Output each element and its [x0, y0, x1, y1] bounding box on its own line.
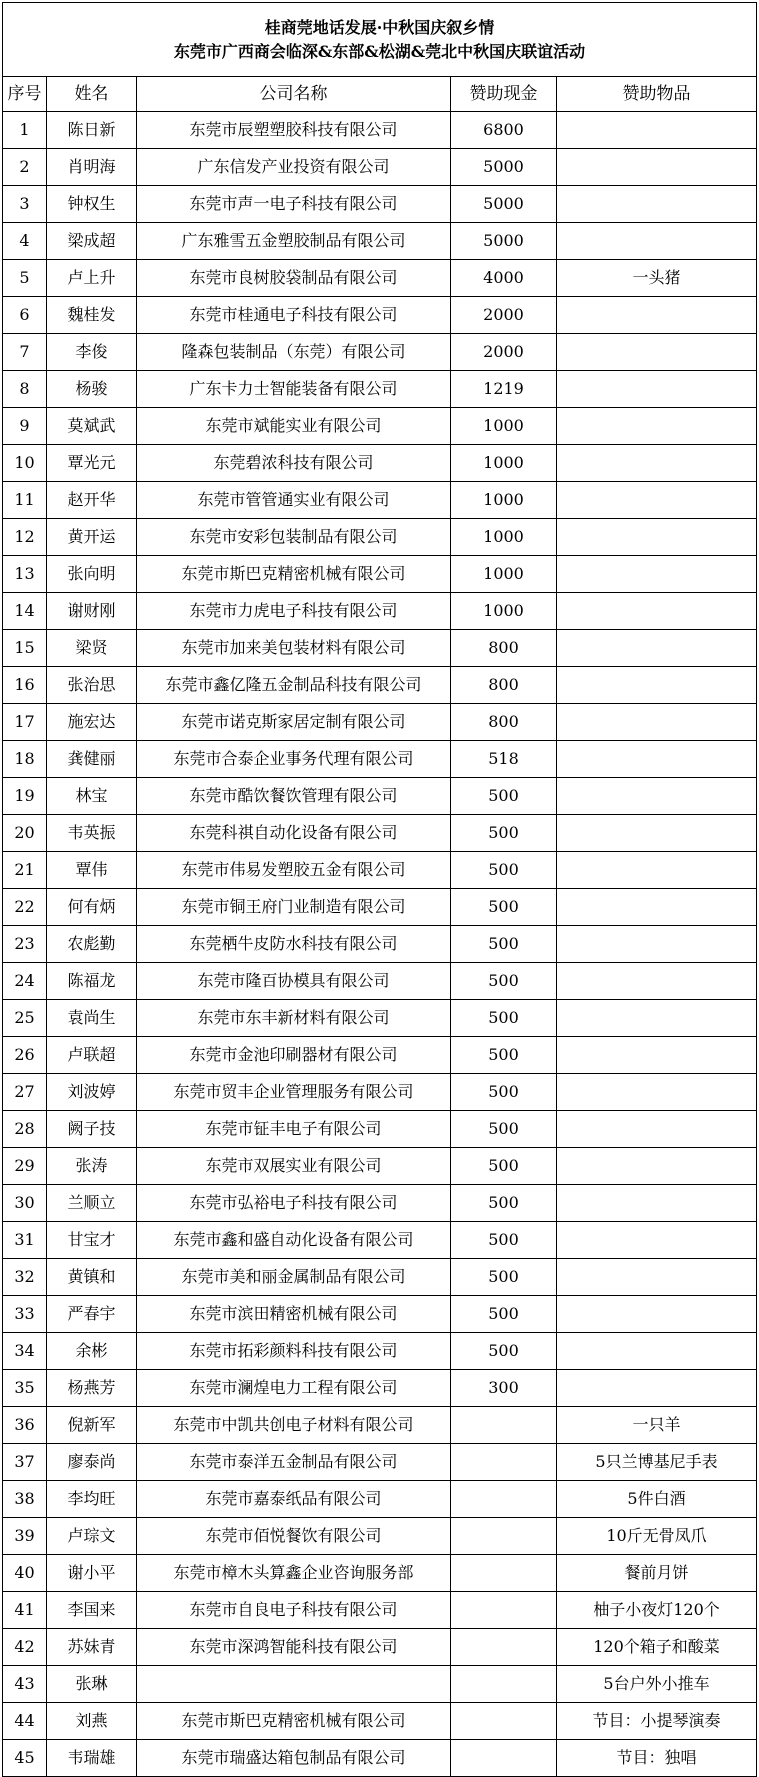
- cell-goods: [557, 815, 757, 852]
- cell-goods: [557, 852, 757, 889]
- cell-cash: 500: [451, 889, 557, 926]
- cell-name: 杨骏: [47, 371, 137, 408]
- cell-company: 东莞市斯巴克精密机械有限公司: [137, 1703, 451, 1740]
- header-name: 姓名: [47, 77, 137, 112]
- cell-name: 林宝: [47, 778, 137, 815]
- cell-company: 东莞市泰洋五金制品有限公司: [137, 1444, 451, 1481]
- cell-name: 刘波婷: [47, 1074, 137, 1111]
- table-row: [3, 889, 757, 926]
- cell-no: 5: [3, 260, 47, 297]
- cell-goods: [557, 889, 757, 926]
- cell-cash: 4000: [451, 260, 557, 297]
- cell-cash: [451, 1666, 557, 1703]
- table-row: [3, 482, 757, 519]
- cell-name: 梁成超: [47, 223, 137, 260]
- cell-company: 东莞市贸丰企业管理服务有限公司: [137, 1074, 451, 1111]
- cell-no: 43: [3, 1666, 47, 1703]
- cell-no: 19: [3, 778, 47, 815]
- table-row: [3, 1740, 757, 1777]
- cell-goods: [557, 963, 757, 1000]
- table-row: [3, 1296, 757, 1333]
- cell-goods: [557, 593, 757, 630]
- cell-no: 22: [3, 889, 47, 926]
- cell-no: 40: [3, 1555, 47, 1592]
- table-row: [3, 1555, 757, 1592]
- cell-no: 8: [3, 371, 47, 408]
- cell-goods: 5只兰博基尼手表: [557, 1444, 757, 1481]
- cell-goods: [557, 1000, 757, 1037]
- cell-company: 东莞市钲丰电子有限公司: [137, 1111, 451, 1148]
- cell-cash: [451, 1629, 557, 1666]
- cell-cash: 500: [451, 1259, 557, 1296]
- title-row: [3, 3, 757, 77]
- cell-cash: 1000: [451, 519, 557, 556]
- cell-goods: 柚子小夜灯120个: [557, 1592, 757, 1629]
- table-row: [3, 1074, 757, 1111]
- table-row: [3, 149, 757, 186]
- cell-no: 45: [3, 1740, 47, 1777]
- table-row: [3, 704, 757, 741]
- table-row: [3, 408, 757, 445]
- table-row: [3, 1259, 757, 1296]
- cell-company: 东莞碧浓科技有限公司: [137, 445, 451, 482]
- cell-company: 东莞市中凯共创电子材料有限公司: [137, 1407, 451, 1444]
- cell-company: 东莞科祺自动化设备有限公司: [137, 815, 451, 852]
- cell-name: 张涛: [47, 1148, 137, 1185]
- cell-goods: [557, 519, 757, 556]
- cell-company: 东莞市良树胶袋制品有限公司: [137, 260, 451, 297]
- cell-cash: 500: [451, 1222, 557, 1259]
- table-row: [3, 223, 757, 260]
- cell-name: 陈日新: [47, 112, 137, 149]
- header-row: [3, 77, 757, 112]
- cell-cash: 300: [451, 1370, 557, 1407]
- table-row: [3, 186, 757, 223]
- cell-name: 严春宇: [47, 1296, 137, 1333]
- cell-name: 张治思: [47, 667, 137, 704]
- cell-name: 杨燕芳: [47, 1370, 137, 1407]
- cell-cash: 500: [451, 963, 557, 1000]
- cell-company: 东莞市铜王府门业制造有限公司: [137, 889, 451, 926]
- cell-no: 6: [3, 297, 47, 334]
- cell-name: 余彬: [47, 1333, 137, 1370]
- cell-name: 魏桂发: [47, 297, 137, 334]
- cell-goods: 节目：小提琴演奏: [557, 1703, 757, 1740]
- table-row: [3, 112, 757, 149]
- cell-name: 谢小平: [47, 1555, 137, 1592]
- table-row: [3, 630, 757, 667]
- cell-company: 东莞市隆百协模具有限公司: [137, 963, 451, 1000]
- cell-name: 施宏达: [47, 704, 137, 741]
- cell-goods: [557, 926, 757, 963]
- cell-cash: [451, 1740, 557, 1777]
- cell-goods: [557, 741, 757, 778]
- sponsor-table: [2, 2, 757, 1777]
- cell-cash: 500: [451, 1185, 557, 1222]
- cell-name: 阙子技: [47, 1111, 137, 1148]
- cell-no: 42: [3, 1629, 47, 1666]
- table-row: [3, 1148, 757, 1185]
- table-row: [3, 926, 757, 963]
- cell-goods: [557, 1333, 757, 1370]
- cell-goods: [557, 445, 757, 482]
- title-line-1: 桂商莞地话发展·中秋国庆叙乡情: [264, 17, 495, 37]
- cell-cash: 500: [451, 1037, 557, 1074]
- cell-cash: 500: [451, 1111, 557, 1148]
- cell-cash: 1000: [451, 445, 557, 482]
- cell-no: 17: [3, 704, 47, 741]
- cell-cash: 1219: [451, 371, 557, 408]
- table-row: [3, 334, 757, 371]
- table-row: [3, 593, 757, 630]
- cell-company: 广东卡力士智能装备有限公司: [137, 371, 451, 408]
- cell-cash: 800: [451, 630, 557, 667]
- cell-goods: [557, 1370, 757, 1407]
- cell-name: 李俊: [47, 334, 137, 371]
- table-row: [3, 1666, 757, 1703]
- cell-name: 黄开运: [47, 519, 137, 556]
- cell-goods: [557, 1111, 757, 1148]
- cell-name: 李国来: [47, 1592, 137, 1629]
- cell-cash: [451, 1481, 557, 1518]
- cell-company: 东莞市深鸿智能科技有限公司: [137, 1629, 451, 1666]
- cell-no: 21: [3, 852, 47, 889]
- cell-cash: [451, 1407, 557, 1444]
- cell-name: 甘宝才: [47, 1222, 137, 1259]
- cell-name: 袁尚生: [47, 1000, 137, 1037]
- cell-company: 东莞市酷饮餐饮管理有限公司: [137, 778, 451, 815]
- cell-goods: [557, 630, 757, 667]
- cell-cash: 800: [451, 667, 557, 704]
- cell-company: 东莞栖牛皮防水科技有限公司: [137, 926, 451, 963]
- cell-company: 东莞市滨田精密机械有限公司: [137, 1296, 451, 1333]
- cell-cash: 500: [451, 852, 557, 889]
- cell-name: 刘燕: [47, 1703, 137, 1740]
- table-row: [3, 1037, 757, 1074]
- cell-no: 39: [3, 1518, 47, 1555]
- table-row: [3, 519, 757, 556]
- table-row: [3, 1407, 757, 1444]
- cell-company: 东莞市安彩包装制品有限公司: [137, 519, 451, 556]
- table-row: [3, 297, 757, 334]
- cell-company: 东莞市诺克斯家居定制有限公司: [137, 704, 451, 741]
- cell-goods: [557, 1222, 757, 1259]
- cell-cash: 500: [451, 815, 557, 852]
- cell-cash: 1000: [451, 593, 557, 630]
- cell-no: 41: [3, 1592, 47, 1629]
- cell-name: 卢上升: [47, 260, 137, 297]
- cell-no: 1: [3, 112, 47, 149]
- cell-cash: 800: [451, 704, 557, 741]
- cell-name: 何有炳: [47, 889, 137, 926]
- cell-cash: [451, 1444, 557, 1481]
- table-row: [3, 1629, 757, 1666]
- cell-cash: 1000: [451, 482, 557, 519]
- cell-cash: 500: [451, 1296, 557, 1333]
- cell-company: 东莞市美和丽金属制品有限公司: [137, 1259, 451, 1296]
- header-goods: 赞助物品: [557, 77, 757, 112]
- cell-cash: 500: [451, 778, 557, 815]
- cell-no: 38: [3, 1481, 47, 1518]
- cell-cash: [451, 1555, 557, 1592]
- cell-goods: [557, 408, 757, 445]
- cell-cash: 6800: [451, 112, 557, 149]
- table-row: [3, 1185, 757, 1222]
- cell-goods: [557, 334, 757, 371]
- cell-name: 廖泰尚: [47, 1444, 137, 1481]
- cell-company: 东莞市瑞盛达箱包制品有限公司: [137, 1740, 451, 1777]
- cell-no: 11: [3, 482, 47, 519]
- cell-name: 张琳: [47, 1666, 137, 1703]
- cell-no: 36: [3, 1407, 47, 1444]
- table-row: [3, 852, 757, 889]
- cell-goods: 5件白酒: [557, 1481, 757, 1518]
- table-row: [3, 1111, 757, 1148]
- cell-no: 4: [3, 223, 47, 260]
- cell-no: 3: [3, 186, 47, 223]
- cell-cash: 500: [451, 926, 557, 963]
- table-row: [3, 1333, 757, 1370]
- table-row: [3, 1703, 757, 1740]
- cell-cash: 2000: [451, 334, 557, 371]
- cell-company: 东莞市斌能实业有限公司: [137, 408, 451, 445]
- cell-company: 东莞市佰悦餐饮有限公司: [137, 1518, 451, 1555]
- cell-goods: [557, 1037, 757, 1074]
- cell-company: 东莞市桂通电子科技有限公司: [137, 297, 451, 334]
- cell-goods: [557, 1148, 757, 1185]
- table-row: [3, 1000, 757, 1037]
- cell-name: 谢财刚: [47, 593, 137, 630]
- cell-no: 20: [3, 815, 47, 852]
- cell-goods: [557, 297, 757, 334]
- table-row: [3, 1592, 757, 1629]
- cell-name: 赵开华: [47, 482, 137, 519]
- cell-company: 广东雅雪五金塑胶制品有限公司: [137, 223, 451, 260]
- cell-no: 32: [3, 1259, 47, 1296]
- cell-name: 韦英振: [47, 815, 137, 852]
- table-row: [3, 260, 757, 297]
- cell-name: 兰顺立: [47, 1185, 137, 1222]
- cell-company: 东莞市东丰新材料有限公司: [137, 1000, 451, 1037]
- table-row: [3, 1222, 757, 1259]
- cell-goods: [557, 1259, 757, 1296]
- cell-cash: 500: [451, 1333, 557, 1370]
- cell-company: 隆森包装制品（东莞）有限公司: [137, 334, 451, 371]
- cell-name: 肖明海: [47, 149, 137, 186]
- table-row: [3, 778, 757, 815]
- cell-cash: 5000: [451, 149, 557, 186]
- cell-no: 16: [3, 667, 47, 704]
- cell-no: 29: [3, 1148, 47, 1185]
- cell-company: 东莞市合泰企业事务代理有限公司: [137, 741, 451, 778]
- cell-name: 黄镇和: [47, 1259, 137, 1296]
- cell-no: 14: [3, 593, 47, 630]
- cell-name: 陈福龙: [47, 963, 137, 1000]
- cell-no: 34: [3, 1333, 47, 1370]
- cell-name: 张向明: [47, 556, 137, 593]
- cell-cash: 500: [451, 1074, 557, 1111]
- cell-no: 26: [3, 1037, 47, 1074]
- cell-company: 东莞市力虎电子科技有限公司: [137, 593, 451, 630]
- cell-no: 28: [3, 1111, 47, 1148]
- table-row: [3, 556, 757, 593]
- cell-goods: [557, 223, 757, 260]
- cell-company: 东莞市自良电子科技有限公司: [137, 1592, 451, 1629]
- cell-name: 覃光元: [47, 445, 137, 482]
- cell-no: 7: [3, 334, 47, 371]
- cell-company: 东莞市弘裕电子科技有限公司: [137, 1185, 451, 1222]
- cell-company: 广东信发产业投资有限公司: [137, 149, 451, 186]
- cell-no: 33: [3, 1296, 47, 1333]
- cell-company: 东莞市拓彩颜料科技有限公司: [137, 1333, 451, 1370]
- cell-goods: [557, 371, 757, 408]
- cell-company: 东莞市嘉泰纸品有限公司: [137, 1481, 451, 1518]
- cell-cash: 5000: [451, 186, 557, 223]
- cell-name: 卢琮文: [47, 1518, 137, 1555]
- cell-no: 13: [3, 556, 47, 593]
- cell-name: 莫斌武: [47, 408, 137, 445]
- cell-company: 东莞市双展实业有限公司: [137, 1148, 451, 1185]
- cell-goods: 餐前月饼: [557, 1555, 757, 1592]
- cell-cash: [451, 1703, 557, 1740]
- cell-name: 李均旺: [47, 1481, 137, 1518]
- table-row: [3, 445, 757, 482]
- cell-goods: 节目：独唱: [557, 1740, 757, 1777]
- cell-cash: [451, 1518, 557, 1555]
- cell-name: 倪新军: [47, 1407, 137, 1444]
- cell-company: 东莞市鑫和盛自动化设备有限公司: [137, 1222, 451, 1259]
- cell-goods: [557, 482, 757, 519]
- cell-no: 23: [3, 926, 47, 963]
- cell-cash: 2000: [451, 297, 557, 334]
- cell-company: 东莞市伟易发塑胶五金有限公司: [137, 852, 451, 889]
- cell-name: 农彪勤: [47, 926, 137, 963]
- cell-name: 覃伟: [47, 852, 137, 889]
- cell-company: 东莞市斯巴克精密机械有限公司: [137, 556, 451, 593]
- header-cash: 赞助现金: [451, 77, 557, 112]
- cell-cash: [451, 1592, 557, 1629]
- table-row: [3, 1481, 757, 1518]
- cell-goods: [557, 704, 757, 741]
- table-row: [3, 741, 757, 778]
- cell-goods: 10斤无骨凤爪: [557, 1518, 757, 1555]
- cell-company: 东莞市管管通实业有限公司: [137, 482, 451, 519]
- table-row: [3, 963, 757, 1000]
- table-row: [3, 1370, 757, 1407]
- cell-company: 东莞市樟木头算鑫企业咨询服务部: [137, 1555, 451, 1592]
- cell-cash: 500: [451, 1000, 557, 1037]
- cell-cash: 1000: [451, 408, 557, 445]
- cell-goods: [557, 778, 757, 815]
- cell-goods: 一只羊: [557, 1407, 757, 1444]
- cell-company: 东莞市声一电子科技有限公司: [137, 186, 451, 223]
- sheet-title: [3, 3, 757, 77]
- cell-company: [137, 1666, 451, 1703]
- cell-no: 9: [3, 408, 47, 445]
- sponsor-sheet: [2, 2, 756, 1768]
- cell-goods: [557, 112, 757, 149]
- cell-cash: 1000: [451, 556, 557, 593]
- cell-goods: [557, 1296, 757, 1333]
- cell-company: 东莞市金池印刷器材有限公司: [137, 1037, 451, 1074]
- header-no: 序号: [3, 77, 47, 112]
- cell-cash: 500: [451, 1148, 557, 1185]
- cell-name: 钟权生: [47, 186, 137, 223]
- cell-no: 44: [3, 1703, 47, 1740]
- header-company: 公司名称: [137, 77, 451, 112]
- cell-no: 27: [3, 1074, 47, 1111]
- cell-no: 15: [3, 630, 47, 667]
- table-row: [3, 1444, 757, 1481]
- table-row: [3, 1518, 757, 1555]
- cell-cash: 518: [451, 741, 557, 778]
- cell-name: 梁贤: [47, 630, 137, 667]
- table-row: [3, 667, 757, 704]
- cell-goods: 120个箱子和酸菜: [557, 1629, 757, 1666]
- cell-no: 18: [3, 741, 47, 778]
- cell-name: 韦瑞雄: [47, 1740, 137, 1777]
- cell-company: 东莞市鑫亿隆五金制品科技有限公司: [137, 667, 451, 704]
- cell-goods: [557, 149, 757, 186]
- cell-goods: [557, 1074, 757, 1111]
- cell-no: 25: [3, 1000, 47, 1037]
- cell-company: 东莞市澜煌电力工程有限公司: [137, 1370, 451, 1407]
- cell-no: 2: [3, 149, 47, 186]
- cell-name: 龚健丽: [47, 741, 137, 778]
- table-row: [3, 371, 757, 408]
- cell-goods: [557, 186, 757, 223]
- cell-company: 东莞市加来美包装材料有限公司: [137, 630, 451, 667]
- cell-goods: 5台户外小推车: [557, 1666, 757, 1703]
- cell-name: 卢联超: [47, 1037, 137, 1074]
- title-line-2: 东莞市广西商会临深&东部&松湖&莞北中秋国庆联谊活动: [173, 41, 586, 61]
- cell-no: 31: [3, 1222, 47, 1259]
- cell-goods: 一头猪: [557, 260, 757, 297]
- cell-goods: [557, 667, 757, 704]
- cell-goods: [557, 1185, 757, 1222]
- cell-no: 37: [3, 1444, 47, 1481]
- cell-goods: [557, 556, 757, 593]
- cell-company: 东莞市辰塑塑胶科技有限公司: [137, 112, 451, 149]
- cell-no: 24: [3, 963, 47, 1000]
- cell-no: 12: [3, 519, 47, 556]
- table-row: [3, 815, 757, 852]
- cell-no: 10: [3, 445, 47, 482]
- cell-no: 30: [3, 1185, 47, 1222]
- cell-cash: 5000: [451, 223, 557, 260]
- cell-no: 35: [3, 1370, 47, 1407]
- cell-name: 苏妹青: [47, 1629, 137, 1666]
